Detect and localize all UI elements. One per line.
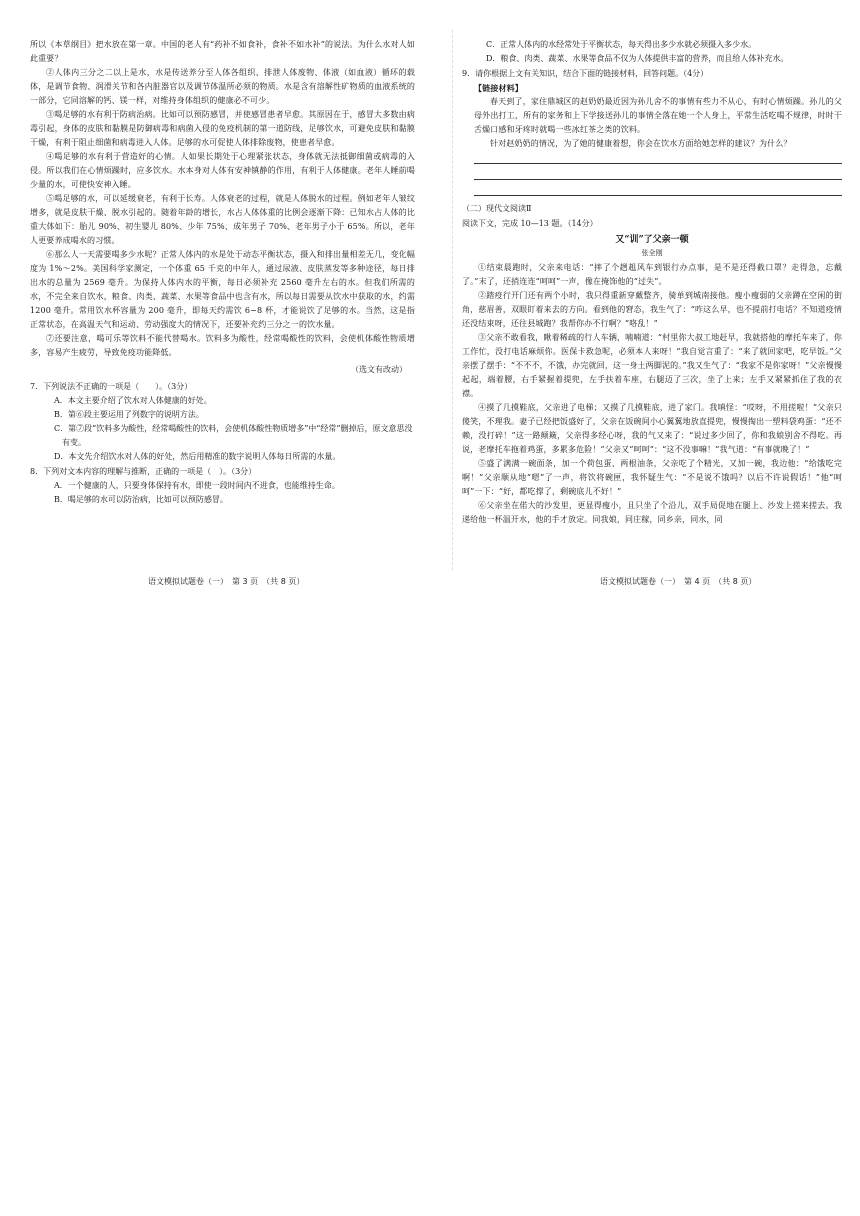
question-7-option-d: D．本文先介绍饮水对人体的好处，然后用精准的数字说明人体每日所需的水量。: [54, 452, 341, 461]
article-paragraph-1: ①结束晨跑时，父亲来电话：“摔了个趔趄风车到银行办点事，是不是还得截口罩？走得急，忘戴了。”末了，还捎连连“呵呵”一声，像在掩饰他的“过失”。: [462, 263, 842, 286]
question-8-stem: 8．下列对文本内容的理解与推断，正确的一项是（ ）。（3分）: [30, 467, 257, 476]
passage-paragraph-1-cont: 所以《本草纲目》把水放在第一章。中国的老人有“药补不如食补，食补不如水补”的说法。为什么水对人如此重要？: [30, 40, 415, 63]
passage-paragraph-7: ⑦还要注意，喝可乐等饮料不能代替喝水。饮料多为酸性，经常喝酸性的饮料，会使机体酸性物质增多，容易产生疲劳，导致免疫功能降低。: [30, 334, 415, 357]
article-paragraph-3: ③父亲不敢看我，瞅着稀疏的行人车辆，喃喃道：“村里你大叔工地赶早，我就搭他的摩托车来了，你工作忙，没打电话麻烦你。医保卡救急呢，必须本人来呀！”我自觉言重了：“来了就回家吧，吃早饭。”父亲摆了摆手：“不不不，不饿，办完就回，这一身土两脚泥的。”我又生气了：“我家不是你家呀！”父亲慢慢起起，端着腰，右手紧握着提兜，左手扶着车座，右腿迈了三次，坐了上来；左手又紧紧抓住了我的衣襟。: [462, 333, 842, 398]
question-9-stem: 9．请你根据上文有关知识，结合下面的链接材料，回答问题。（4分）: [462, 69, 709, 78]
question-8-option-a: A．一个健康的人，只要身体保持有水，即使一段时间内不进食，也能维持生命。: [54, 481, 340, 490]
article-paragraph-5: ⑤盛了满满一碗面条，加一个荷包蛋、两根油条，父亲吃了个精光，又加一碗，我边他：“给饿吃完啊！”父亲顺从地“嗯”了一声，将饮将碗匣，我怀疑生气：“不是说不饿吗？以后不许说假话！”他“呵呵”一下：“好，都吃撑了，剩碗底儿不好！”: [462, 459, 842, 496]
passage-paragraph-6: ⑥那么人一天需要喝多少水呢？正常人体内的水是处于动态平衡状态，摄入和排出量相差无几，变化幅度为 1%～2%。美国科学家测定，一个体重 65 千克的中年人，通过尿液、皮肤蒸发等多种途径，每日排出水的总量为 2569 毫升。为保持人体内水的平衡，每日必须补充 2560 毫升左右的水。但我们所需的水，不完全来自饮水，粮食、肉类、蔬菜、水果等食品中也含有水，所以每日需要从饮水中获取的水，约需 1200 毫升。常用饮水杯容量为 200 毫升，即每天约需饮 6~8 杯，才能说饮了足够的水。当然，这是指正常状态，在高温天气和运动、劳动强度大的情况下，还要补充约三分之一的饮水量。: [30, 250, 415, 329]
exam-sheet: [0, 0, 860, 600]
question-8-option-b: B．喝足够的水可以防治病，比如可以预防感冒。: [54, 495, 228, 504]
link-material-title: 【链接材料】: [474, 83, 523, 93]
question-8-option-d: D．粮食、肉类、蔬菜、水果等食品不仅为人体提供丰富的营养，而且给人体补充水。: [486, 54, 789, 63]
passage-paragraph-4: ④喝足够的水有利于营造好的心情。人如果长期处于心理紧张状态，身体就无法抵御细菌或病毒的入侵。所以我们在心情烦躁时，应多饮水。水本身对人体有安神镇静的作用，有利于人体健康。老年人睡前喝少量的水，可使快安神入睡。: [30, 152, 415, 189]
link-material-text: 春天到了，家住鼎城区的赵奶奶最近因为孙儿舍不的事情有些力不从心，有时心情烦躁。孙儿的父母外出打工，所有的家务和上下学接送孙儿的事情全落在她一个人身上，平常生活吃喝不规律，时时干舌燥口感和牙疼时就喝一些冰红茶之类的饮料。: [474, 97, 842, 134]
page-4-column: [462, 38, 842, 586]
article-author: 张全刚: [641, 249, 663, 257]
page-divider: [452, 30, 453, 570]
page-3-footer: 语文模拟试题卷（一） 第 3 页 （共 8 页）: [148, 577, 305, 586]
question-7-option-c: C．第⑦段“饮料多为酸性，经常喝酸性的饮料，会使机体酸性物质增多”中“经常”删掉后，原文意思没有变。: [54, 424, 413, 447]
page-3-column: [30, 38, 415, 586]
question-9-prompt: 针对赵奶奶的情况，为了她的健康着想，你会在饮水方面给她怎样的建议？为什么？: [490, 139, 792, 148]
answer-lines[interactable]: [474, 151, 842, 196]
answer-line[interactable]: [474, 151, 842, 164]
page-4-footer: 语文模拟试题卷（一） 第 4 页 （共 8 页）: [600, 577, 757, 586]
source-note: （选文有改动）: [351, 365, 407, 374]
passage-paragraph-5: ⑤喝足够的水，可以延缓衰老，有利于长寿。人体衰老的过程，就是人体脱水的过程。例如老年人皱纹增多，就是皮肤干燥、脱水引起的。随着年龄的增长，水占人体体重的比例会逐渐下降：已知水占人体的比重大体如下：胎儿 90%、初生婴儿 80%、少年 75%、成年男子 70%、老年男子小于 65%。所以，老年人更要养成喝水的习惯。: [30, 194, 415, 245]
question-7-option-a: A．本文主要介绍了饮水对人体健康的好处。: [54, 396, 212, 405]
section-header: （二）现代文阅读Ⅱ: [462, 204, 532, 213]
article-paragraph-4: ④摸了几摸鞋底，父亲进了电梯；又摸了几摸鞋底，进了家门。我嗔怪：“哎呀，不用搓啦！”父亲只傻笑，不理我。妻子已经把饭盛好了，父亲在饭碗间小心翼翼地放直提兜，慢慢掏出一塑料袋鸡蛋：“还不赖，没打碎！”这一路颠簸，父亲得多经心呀，我的气又来了：“说过多少回了，你和我娘别舍不得吃。再说，老摩托车拖着鸡蛋，多累多危险！”父亲又“呵呵”：“这不没事嘛！”我气道：“有事就晚了！”: [462, 403, 842, 454]
answer-line[interactable]: [474, 167, 842, 180]
article-paragraph-2: ②踏疫行开门还有两个小时，我只得重新穿戴整齐，骑单到城南接他。瘦小瘦弱的父亲蹲在空闲的街角，慈眉善，双眼盯着来去的方向。看到他的窘态，我生气了：“咋这么早，也不提前打电话？不知道疫情还没结束呀，还往县城跑？我帮你办不行啊？”咯乱！”: [462, 291, 842, 328]
question-7-option-b: B．第⑥段主要运用了列数字的说明方法。: [54, 410, 204, 419]
article-paragraph-6: ⑥父亲坐在偌大的沙发里，更显得瘦小，且只坐了个沿儿，双手局促地在腿上、沙发上搓来搓去。我递给他一杯温开水，他的手才放定。同我娘，同庄稼，同乡亲，同水，同: [462, 501, 842, 524]
answer-line[interactable]: [474, 183, 842, 196]
passage-paragraph-2: ②人体内三分之二以上是水，水是传送养分至人体各组织、排泄人体废物、体液（如血液）循环的载体，是调节食物、润滑关节和各内脏器官以及调节体温所必须的物质。水是含有溶解性矿物质的血液系统的一部分，它同溶解的钙、镁一样，对维持身体组织的健康必不可少。: [30, 68, 415, 105]
article-title: 又“训”了父亲一顿: [615, 235, 689, 245]
question-8-option-c: C．正常人体内的水经常处于平衡状态，每天得出多少水就必须摄入多少水。: [486, 40, 757, 49]
passage-paragraph-3: ③喝足够的水有利于防病治病。比如可以预防感冒，并使感冒患者早愈。其原因在于，感冒大多数由病毒引起，身体的皮肤和黏膜是防御病毒和病菌入侵的免疫机制的第一道防线，足够饮水，可避免皮肤和黏膜干燥，有利于阻止细菌和病毒进入人体。足够的水可促使人体排除废物，使患者早愈。: [30, 110, 415, 147]
section-instruction: 阅读下文，完成 10—13 题。（14分）: [462, 219, 598, 228]
question-7-stem: 7．下列说法不正确的一项是（ ）。（3分）: [30, 382, 193, 391]
